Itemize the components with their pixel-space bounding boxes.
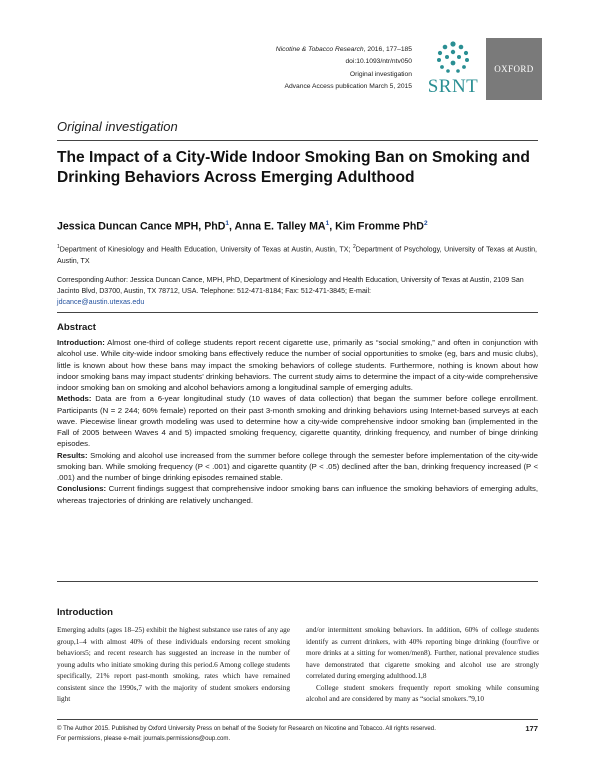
abstract-results-text: Smoking and alcohol use increased from the summer before college through the semester before implementation of the city-wide smoking ban. While smoking frequency (P < .001) and cigarette quantity (P < .05) declined after the ban, drinking frequency increased (P < .001) and the number of binge drinking episodes remained stable. [57, 450, 538, 482]
affiliation-2-text: Department of Psychology, University of Texas at Austin, Austin, TX [57, 245, 537, 265]
author-3-affiliation[interactable]: 2 [423, 220, 428, 227]
author-list: Jessica Duncan Cance MPH, PhD$^1$, Anna E. Talley $MA^1$, Kim Fromme PhD$^2$ [57, 220, 428, 233]
srnt-logo [424, 38, 482, 100]
journal-info [182, 44, 412, 93]
abstract-heading: Abstract [57, 322, 96, 333]
abstract-conclusions [57, 483, 538, 506]
intro-divider [57, 581, 538, 582]
abstract-methods [57, 393, 538, 449]
author-2-name: Anna E. Talley MA [234, 220, 326, 233]
abstract-conclusions-text: Current findings suggest that comprehensive indoor smoking bans can influence the smoking behaviors of emerging adults, whereas trajectories of drinking are relatively unchanged. [57, 484, 538, 505]
affiliations [57, 242, 537, 267]
introduction-heading: Introduction [57, 607, 113, 618]
affiliation-2-number: 2 [352, 244, 356, 250]
author-3-name: Kim Fromme PhD [335, 220, 424, 233]
copyright-notice: © The Author 2015. Published by Oxford University Press on behalf of the Society for Research on Nicotine and Tobacco. All rights reserved. [57, 725, 436, 732]
abstract-results-label: Results: [57, 450, 88, 460]
author-1-affiliation[interactable]: 1 [225, 220, 230, 227]
srnt-logo-text: SRNT [427, 76, 479, 97]
journal-citation: , 2016, 177–185 [363, 46, 412, 53]
introduction-column-1 [57, 625, 290, 706]
introduction-paragraph-1: Emerging adults (ages 18–25) exhibit the highest substance use rates of any age group,1–4 with almost 40% of these individuals endorsing recent smoking behaviors5; and recent research has suggested an increase in the number of young adults who initiate smoking during this period.6 Among college students specifically, 21% report past-month smoking, rates which have remained consistent since the 1990s,7 with the majority of student smokers endorsing light [57, 626, 290, 703]
abstract-introduction [57, 337, 538, 393]
introduction-paragraph-2: and/or intermittent smoking behaviors. In addition, 60% of college students identify as current drinkers, with 40% reporting binge drinking (four/five or more drinks at a sitting for women/men8). Further, national prevalence studies have demonstrated that cigarette smoking and alcohol use are strongly correlated during emerging adulthood.1,8 [306, 626, 539, 680]
abstract-introduction-label: Introduction: [57, 338, 105, 347]
author-1-name: Jessica Duncan Cance MPH, PhD [57, 220, 226, 233]
page-number: 177 [525, 724, 538, 733]
affiliation-1-text: Department of Kinesiology and Health Education, University of Texas at Austin, Austin, TX; [59, 245, 353, 254]
oxford-logo-text: OXFORD [494, 64, 534, 74]
corresponding-author [57, 275, 537, 309]
affiliation-1-number: 1 [57, 244, 60, 250]
abstract-divider [57, 312, 538, 313]
corresponding-email-link[interactable]: jdcance@austin.utexas.edu [57, 298, 145, 307]
abstract-methods-text: Data are from a 6-year longitudinal study (10 waves of data collection) that began the summer before college enrollment. Participants (N = 2 244; 60% female) reported on their past 3-month smoking and drinking behaviors using Internet-based surveys at each wave. Piecewise linear growth modeling was used to determine how a city-wide comprehensive indoor smoking ban (implemented in the Fall of 2005 between Waves 4 and 5) impacted smoking frequency, cigarette quantity, drinking frequency, and number of binge drinking episodes. [57, 394, 538, 449]
article-title: The Impact of a City-Wide Indoor Smoking Ban on Smoking and Drinking Behaviors Across Emerging Adulthood [57, 149, 530, 187]
section-divider [57, 140, 538, 141]
introduction-paragraph-3: College student smokers frequently report smoking while consuming alcohol and are considered by many as “social smokers.”9,10 [306, 683, 539, 703]
corresponding-author-text: Corresponding Author: Jessica Duncan Cance, MPH, PhD, Department of Kinesiology and Health Education, University of Texas at Austin, 2109 San Jacinto Blvd, D3700, Austin, TX 78712, USA. Telephone: 512-471-8184; Fax: 512-471-3845; E-mail: [57, 276, 524, 296]
abstract-body [57, 337, 538, 506]
permissions-notice: For permissions, please e-mail: journals.permissions@oup.com. [57, 735, 231, 742]
publication-note: Advance Access publication March 5, 2015 [284, 82, 412, 90]
abstract-methods-label: Methods: [57, 394, 92, 404]
abstract-introduction-text: Almost one-third of college students report recent cigarette use, primarily as “social smoking,” and often in conjunction with alcohol use. While city-wide indoor smoking bans effectively reduce the number of social opportunities to smoke (eg, bars and music clubs), little is known about how these bans may impact the smoking behaviors of college students. Furthermore, nothing is known about how indoor smoking bans may impact students’ drinking behaviors. The current study aims to determine the impact of a city-wide comprehensive indoor smoking ban on smoking and alcohol behaviors among a longitudinal sample of emerging adults. [57, 338, 538, 392]
journal-citation-line [182, 44, 412, 56]
article-type: Original investigation [349, 70, 412, 78]
journal-name: Nicotine & Tobacco Research [275, 46, 364, 53]
introduction-column-2 [306, 625, 539, 706]
author-2-affiliation[interactable]: 1 [325, 220, 330, 227]
footer [57, 724, 538, 744]
abstract-conclusions-label: Conclusions: [57, 484, 107, 494]
section-label: Original investigation [57, 119, 178, 134]
footer-divider [57, 719, 538, 720]
oxford-logo [486, 38, 542, 100]
abstract-results [57, 450, 538, 484]
doi[interactable]: doi:10.1093/ntr/ntv050 [345, 58, 412, 66]
